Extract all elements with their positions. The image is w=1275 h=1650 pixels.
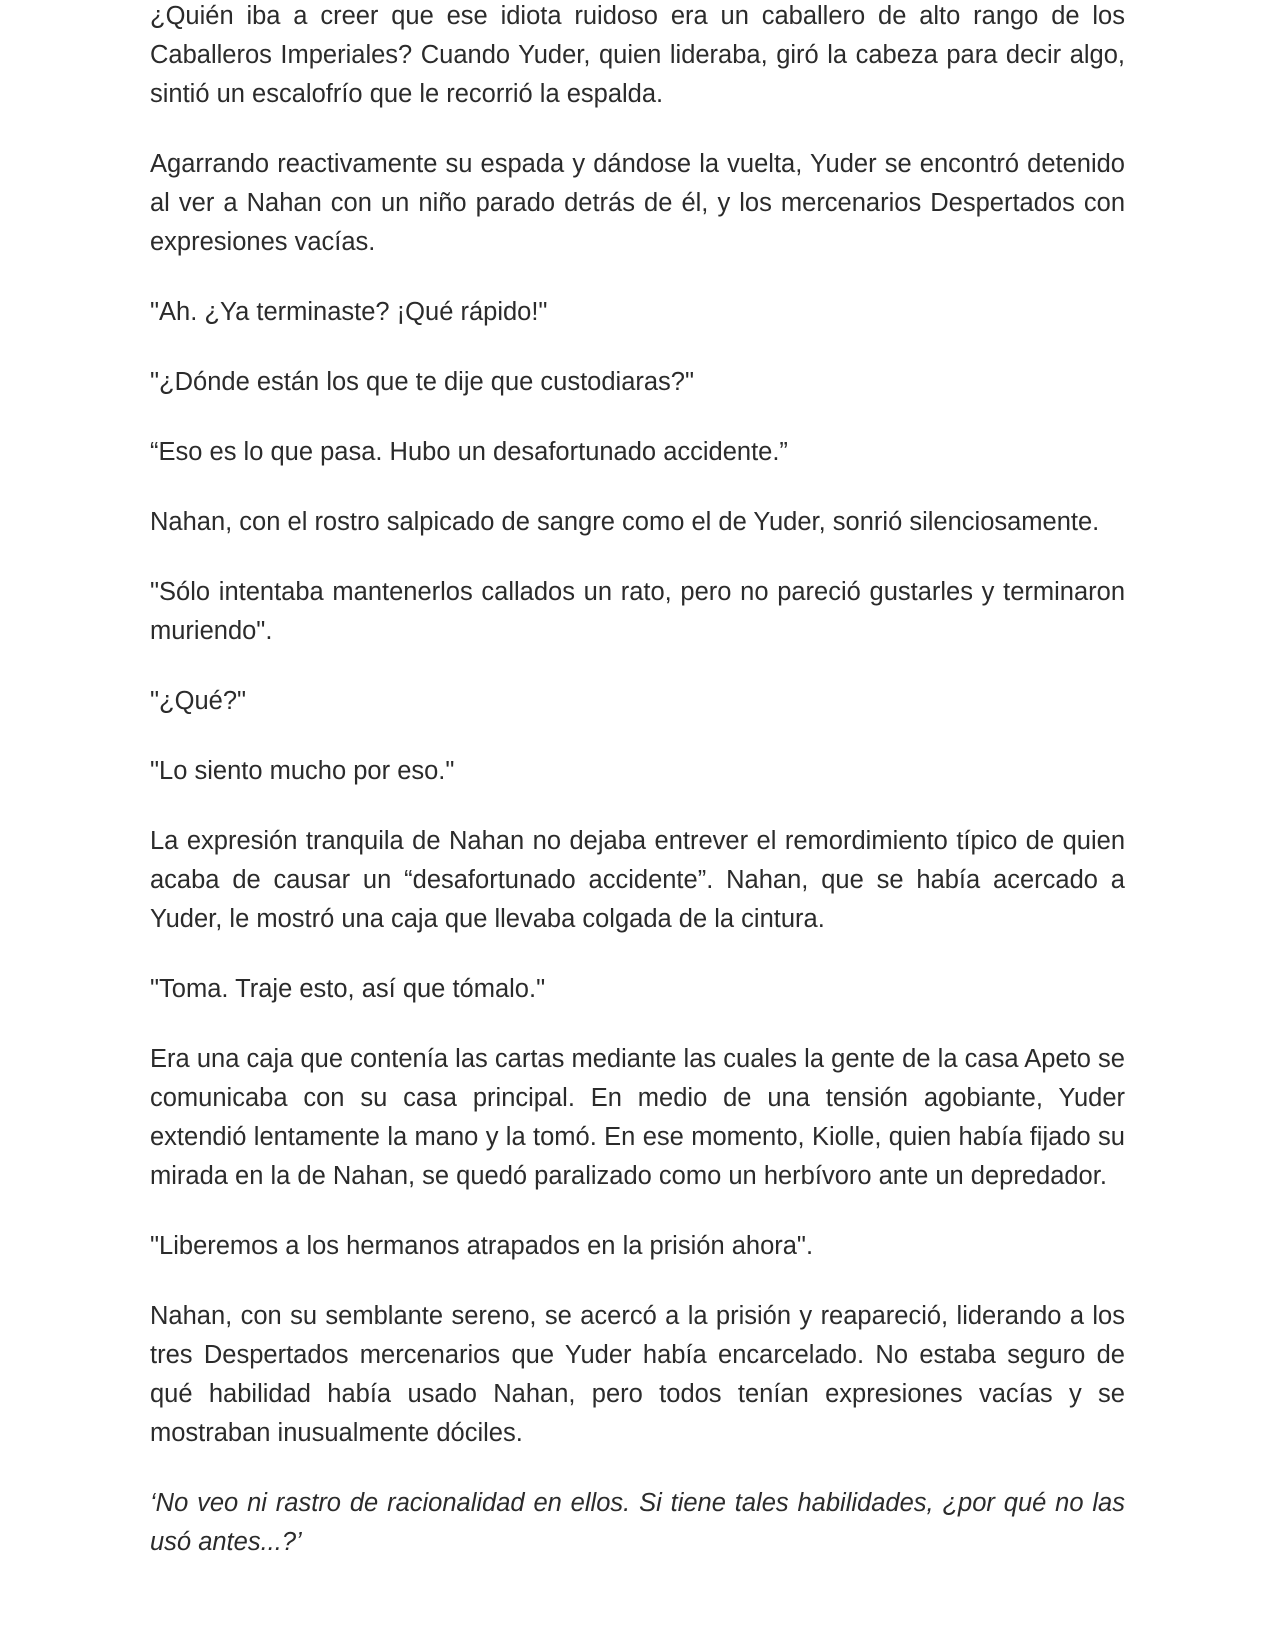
dialogue-line: "Lo siento mucho por eso.": [150, 757, 455, 785]
paragraph: Agarrando reactivamente su espada y dándose la vuelta, Yuder se encontró detenido al ver a Nahan con un niño parado detrás de él, y los mercenarios Despertados con expresiones vacías.: [150, 150, 1125, 256]
inner-thought: ‘No veo ni rastro de racionalidad en ellos. Si tiene tales habilidades, ¿por qué no las usó antes...?’: [150, 1489, 1125, 1556]
paragraph: Nahan, con el rostro salpicado de sangre como el de Yuder, sonrió silenciosamente.: [150, 508, 1100, 536]
dialogue-line: "Sólo intentaba mantenerlos callados un rato, pero no pareció gustarles y terminaron muriendo".: [150, 578, 1125, 645]
dialogue-line: "¿Qué?": [150, 687, 247, 715]
dialogue-line: “Eso es lo que pasa. Hubo un desafortunado accidente.”: [150, 438, 788, 466]
dialogue-line: "Toma. Traje esto, así que tómalo.": [150, 975, 546, 1003]
paragraph: Nahan, con su semblante sereno, se acercó a la prisión y reapareció, liderando a los tres Despertados mercenarios que Yuder había encarcelado. No estaba seguro de qué habilidad había usado Nahan, pero todos tenían expresiones vacías y se mostraban inusualmente dóciles.: [150, 1302, 1125, 1447]
dialogue-line: "Ah. ¿Ya terminaste? ¡Qué rápido!": [150, 298, 548, 326]
paragraph: La expresión tranquila de Nahan no dejaba entrever el remordimiento típico de quien acaba de causar un “desafortunado accidente”. Nahan, que se había acercado a Yuder, le mostró una caja que llevaba colgada de la cintura.: [150, 827, 1125, 933]
paragraph: ¿Quién iba a creer que ese idiota ruidoso era un caballero de alto rango de los Caballeros Imperiales? Cuando Yuder, quien lideraba, giró la cabeza para decir algo, sintió un escalofrío que le recorrió la espalda.: [150, 2, 1125, 108]
paragraph: Era una caja que contenía las cartas mediante las cuales la gente de la casa Apeto se comunicaba con su casa principal. En medio de una tensión agobiante, Yuder extendió lentamente la mano y la tomó. En ese momento, Kiolle, quien había fijado su mirada en la de Nahan, se quedó paralizado como un herbívoro ante un depredador.: [150, 1045, 1125, 1190]
dialogue-line: "Liberemos a los hermanos atrapados en la prisión ahora".: [150, 1232, 814, 1260]
document-page: [150, 0, 1125, 1593]
dialogue-line: "¿Dónde están los que te dije que custodiaras?": [150, 368, 695, 396]
